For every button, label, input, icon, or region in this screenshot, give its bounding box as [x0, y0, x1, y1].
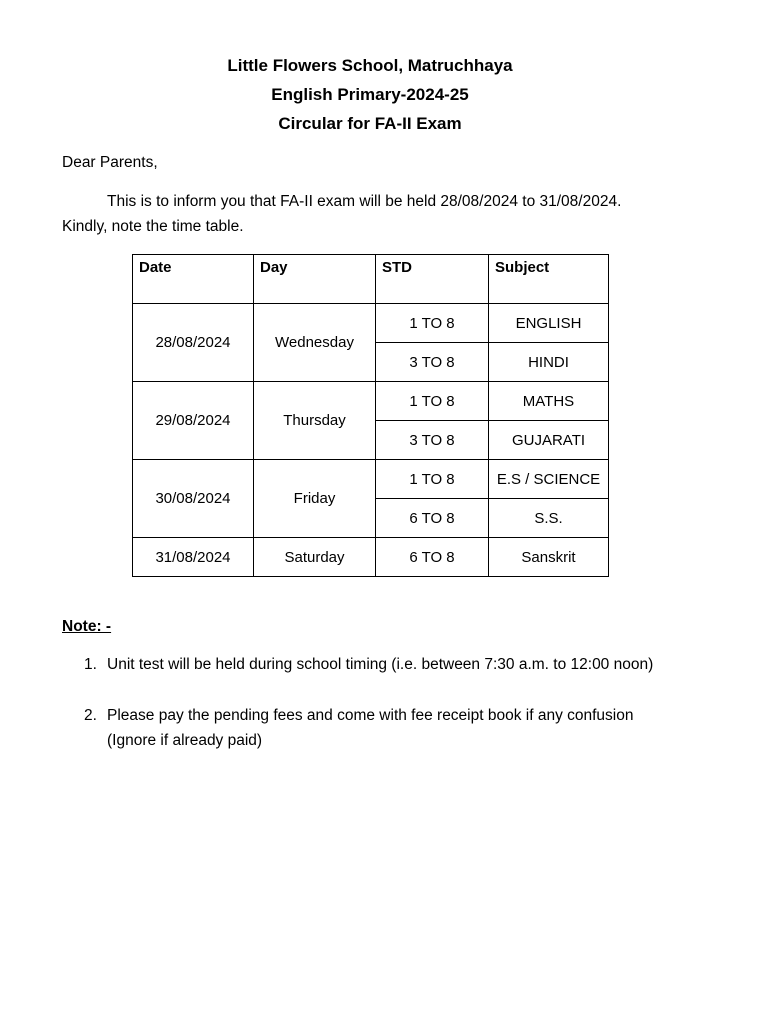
- subject-cell: E.S / SCIENCE: [489, 460, 609, 499]
- subject-cell: Sanskrit: [489, 538, 609, 577]
- intro-line-1: This is to inform you that FA-II exam will be held 28/08/2024 to 31/08/2024.: [107, 193, 622, 210]
- note-label: Note: -: [62, 618, 112, 635]
- date-cell: 31/08/2024: [133, 538, 254, 577]
- date-cell: 28/08/2024: [133, 304, 254, 382]
- std-cell: 1 TO 8: [376, 382, 489, 421]
- list-item: [84, 652, 684, 677]
- day-cell: Thursday: [254, 382, 376, 460]
- std-cell: 1 TO 8: [376, 304, 489, 343]
- std-cell: 3 TO 8: [376, 421, 489, 460]
- header-day: Day: [254, 255, 376, 304]
- school-name-heading: Little Flowers School, Matruchhaya: [227, 56, 513, 75]
- list-item-text: Unit test will be held during school timing (i.e. between 7:30 a.m. to 12:00 noon): [107, 656, 654, 673]
- subject-cell: HINDI: [489, 343, 609, 382]
- date-cell: 30/08/2024: [133, 460, 254, 538]
- exam-timetable: [132, 254, 609, 577]
- timetable-header-row: [133, 255, 609, 304]
- std-cell: 1 TO 8: [376, 460, 489, 499]
- day-cell: Saturday: [254, 538, 376, 577]
- table-row: [133, 460, 609, 499]
- day-cell: Wednesday: [254, 304, 376, 382]
- header-date: Date: [133, 255, 254, 304]
- list-item-number: 2.: [84, 707, 97, 724]
- std-cell: 6 TO 8: [376, 538, 489, 577]
- table-row: [133, 382, 609, 421]
- intro-line-2: Kindly, note the time table.: [62, 218, 244, 235]
- list-item-number: 1.: [84, 656, 97, 673]
- table-row: [133, 304, 609, 343]
- salutation: Dear Parents,: [62, 154, 158, 171]
- std-cell: 6 TO 8: [376, 499, 489, 538]
- header-std: STD: [376, 255, 489, 304]
- std-cell: 3 TO 8: [376, 343, 489, 382]
- header-subject: Subject: [489, 255, 609, 304]
- subject-cell: S.S.: [489, 499, 609, 538]
- list-item: [84, 703, 684, 753]
- date-cell: 29/08/2024: [133, 382, 254, 460]
- list-item-text: Please pay the pending fees and come with fee receipt book if any confusion (Ignore if already paid): [107, 707, 634, 749]
- circular-title-heading: Circular for FA-II Exam: [278, 114, 462, 133]
- day-cell: Friday: [254, 460, 376, 538]
- section-year-heading: English Primary-2024-25: [271, 85, 469, 104]
- subject-cell: MATHS: [489, 382, 609, 421]
- subject-cell: GUJARATI: [489, 421, 609, 460]
- table-row: [133, 538, 609, 577]
- subject-cell: ENGLISH: [489, 304, 609, 343]
